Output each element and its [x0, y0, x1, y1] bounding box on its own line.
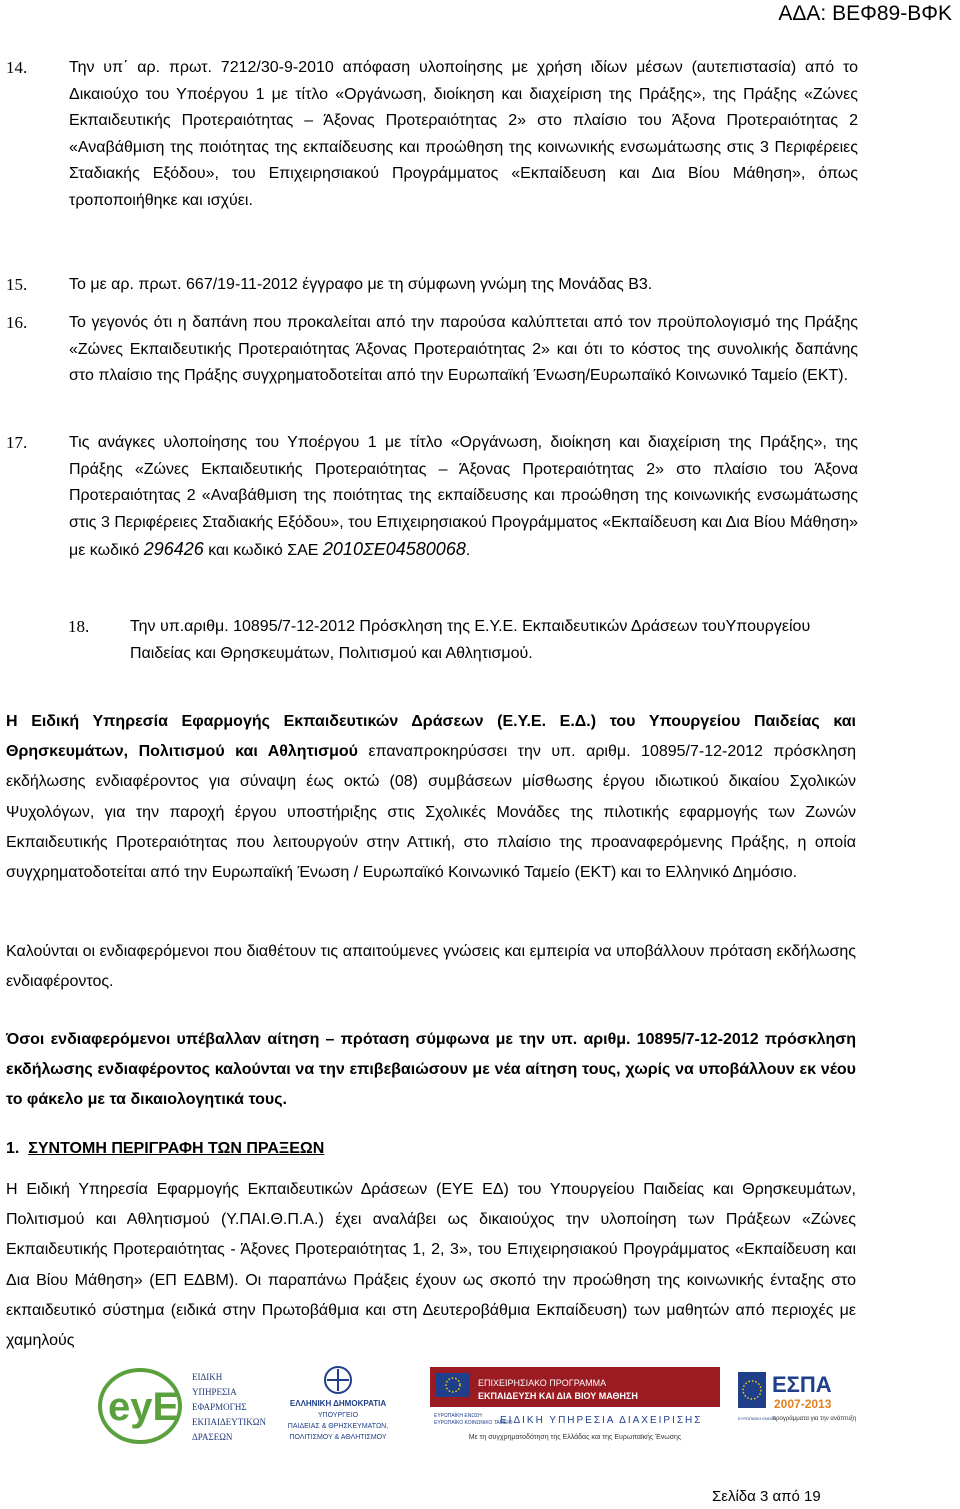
announcement-paragraph: [6, 707, 856, 888]
espa-name: ΕΣΠΑ: [772, 1372, 832, 1397]
eu-flag-icon: [436, 1373, 470, 1397]
item-14: [6, 55, 858, 214]
item-16: [6, 310, 858, 390]
eye-text-4: ΕΚΠΑΙΔΕΥΤΙΚΩΝ: [192, 1417, 266, 1427]
eu-text-1: ΕΥΡΩΠΑΪΚΗ ΕΝΩΣΗ: [434, 1413, 482, 1419]
op-name-2: ΕΚΠΑΙΔΕΥΣΗ ΚΑΙ ΔΙΑ ΒΙΟΥ ΜΑΘΗΣΗ: [478, 1391, 638, 1401]
espa-flag-icon: [738, 1372, 766, 1408]
ada-code: ΑΔΑ: ΒΕΦ89-ΒΦΚ: [778, 2, 952, 25]
reconfirmation-paragraph: Όσοι ενδιαφερόμενοι υπέβαλλαν αίτηση – πρόταση σύμφωνα με την υπ. αριθμ. 10895/7-12-2012 πρόσκληση εκδήλωσης ενδιαφέροντος καλούνται να την επιβεβαιώσουν με νέα αίτηση τους, χωρίς να υποβάλλουν εκ νέου το φάκελο με τα δικαιολογητικά τους.: [6, 1031, 856, 1109]
invitation-paragraph: Καλούνται οι ενδιαφερόμενοι που διαθέτουν τις απαιτούμενες γνώσεις και εμπειρία να υποβάλλουν πρόταση εκδήλωσης ενδιαφέροντος.: [6, 943, 856, 991]
item-number: 14.: [6, 58, 28, 77]
espa-years: 2007-2013: [774, 1397, 832, 1411]
item-number: 16.: [6, 313, 28, 332]
ministry-text-1: ΕΛΛΗΝΙΚΗ ΔΗΜΟΚΡΑΤΙΑ: [289, 1399, 387, 1408]
item-17-end: .: [465, 542, 471, 559]
eye-text-1: ΕΙΔΙΚΗ: [192, 1372, 223, 1382]
section-heading: [6, 1140, 324, 1158]
item-number: 18.: [68, 617, 90, 636]
announcement-text: επαναπροκηρύσσει την υπ. αριθμ. 10895/7-12-2012 πρόσκληση εκδήλωσης ενδιαφέροντος για σύναψη έως οκτώ (08) συμβάσεων μίσθωσης έργου ιδιωτικού δικαίου Σχολικών Ψυχολόγων, για την παροχή έργου υποστήριξης στις Σχολικές Μονάδες της πιλοτικής εφαρμογής των Ζωνών Εκπαιδευτικής Προτεραιότητας που λειτουργούν στην Αττική, στο πλαίσιο της προαναφερόμενης Πράξης, η οποία συγχρηματοδοτείται από την Ευρωπαϊκή Ένωση / Ευρωπαϊκό Κοινωνικό Ταμείο (ΕΚΤ) και το Ελληνικό Δημόσιο.: [6, 743, 856, 882]
item-17-text: Τις ανάγκες υλοποίησης του Υποέργου 1 με τίτλο «Οργάνωση, διοίκηση και διαχείριση της Πράξης», της Πράξης «Ζώνες Εκπαιδευτικής Προτεραιότητας – Άξονας Προτεραιότητας 2» στο πλαίσιο του Άξονα Προτεραιότητας 2 «Αναβάθμιση της ποιότητας της εκπαίδευσης και προώθηση της κοινωνικής ενσωμάτωσης στις 3 Περιφέρειες Σταδιακής Εξόδου», του Επιχειρησιακού Προγράμματος «Εκπαίδευση και Δια Βίου Μάθηση» με κωδικό: [69, 434, 858, 559]
espa-eu: ΕΥΡΩΠΑΪΚΗ ΕΝΩΣΗ: [738, 1416, 777, 1421]
item-text: Το με αρ. πρωτ. 667/19-11-2012 έγγραφο με τη σύμφωνη γνώμη της Μονάδας Β3.: [69, 276, 653, 293]
sae-code: 2010ΣΕ04580068: [322, 539, 466, 559]
managing-authority: ΕΙΔΙΚΗ ΥΠΗΡΕΣΙΑ ΔΙΑΧΕΙΡΙΣΗΣ: [500, 1415, 703, 1426]
espa-logo: [730, 1366, 858, 1446]
authority-name: Η Ειδική Υπηρεσία Εφαρμογής Εκπαιδευτικών Δράσεων (Ε.Υ.Ε. Ε.Δ.) του Υπουργείου Παιδείας και Θρησκευμάτων, Πολιτισμού και Αθλητισμού: [6, 713, 856, 761]
section-paragraph: Η Ειδική Υπηρεσία Εφαρμογής Εκπαιδευτικών Δράσεων (ΕΥΕ ΕΔ) του Υπουργείου Παιδείας και Θρησκευμάτων, Πολιτισμού και Αθλητισμού (Υ.ΠΑΙ.Θ.Π.Α.) έχει αναλάβει ως δικαιούχος την υλοποίηση των Πράξεων «Ζώνες Εκπαιδευτικής Προτεραιότητας - Άξονες Προτεραιότητας 1, 2, 3», του Επιχειρησιακού Προγράμματος «Εκπαίδευση και Δια Βίου Μάθηση» (ΕΠ ΕΔΒΜ). Οι παραπάνω Πράξεις έχουν ως σκοπό την προώθηση της κοινωνικής ένταξης στο εκπαιδευτικό σύστημα (ειδικά στην Πρωτοβάθμια και στη Δευτεροβάθμια Εκπαίδευση) των μαθητών από περιοχές με χαμηλούς: [6, 1181, 856, 1350]
item-text: Την υπ΄ αρ. πρωτ. 7212/30-9-2010 απόφαση υλοποίησης με χρήση ιδίων μέσων (αυτεπιστασία) από το Δικαιούχο του Υποέργου 1 με τίτλο «Οργάνωση, διοίκηση και διαχείριση της Πράξης», της Πράξης «Ζώνες Εκπαιδευτικής Προτεραιότητας – Άξονας Προτεραιότητας 2» στο πλαίσιο του Άξονα Προτεραιότητας 2 «Αναβάθμιση της ποιότητας της εκπαίδευσης και προώθηση της κοινωνικής ενσωμάτωσης στις 3 Περιφέρειες Σταδιακής Εξόδου», του Επιχειρησιακού Προγράμματος «Εκπαίδευση και Δια Βίου Μάθηση», όπως τροποποιήθηκε και ισχύει.: [69, 59, 858, 209]
eye-text-2: ΥΠΗΡΕΣΙΑ: [192, 1387, 237, 1397]
eye-text-3: ΕΦΑΡΜΟΓΗΣ: [192, 1402, 247, 1412]
item-17-mid: και κωδικό ΣΑΕ: [208, 542, 319, 559]
section-title: ΣΥΝΤΟΜΗ ΠΕΡΙΓΡΑΦΗ ΤΩΝ ΠΡΑΞΕΩΝ: [28, 1140, 325, 1157]
ministry-text-3: ΠΑΙΔΕΙΑΣ & ΘΡΗΣΚΕΥΜΑΤΩΝ,: [287, 1423, 389, 1430]
espa-tagline: προγράμματα για την ανάπτυξη: [772, 1416, 857, 1422]
ministry-text-2: ΥΠΟΥΡΓΕΙΟ: [317, 1412, 359, 1419]
page-number: Σελίδα 3 από 19: [712, 1488, 821, 1505]
section-number: 1.: [6, 1140, 20, 1157]
item-text: Την υπ.αριθμ. 10895/7-12-2012 Πρόσκληση της Ε.Υ.Ε. Εκπαιδευτικών Δράσεων τουΥπουργείου Παιδείας και Θρησκευμάτων, Πολιτισμού και Αθλητισμού.: [130, 618, 811, 662]
project-code: 296426: [143, 539, 204, 559]
item-number: 15.: [6, 275, 28, 294]
cofunding-text: Με τη συγχρηματοδότηση της Ελλάδας και της Ευρωπαϊκής Ένωσης: [468, 1434, 682, 1441]
item-18: [6, 614, 858, 667]
item-17: [6, 430, 858, 565]
ministry-logo: [258, 1364, 418, 1454]
item-15: [6, 272, 858, 299]
eye-logo: [96, 1358, 266, 1458]
footer-logos: [0, 1352, 960, 1462]
op-name-1: ΕΠΙΧΕΙΡΗΣΙΑΚΟ ΠΡΟΓΡΑΜΜΑ: [478, 1378, 607, 1388]
item-text: Το γεγονός ότι η δαπάνη που προκαλείται από την παρούσα καλύπτεται από τον προϋπολογισμό της Πράξης «Ζώνες Εκπαιδευτικής Προτεραιότητας Άξονας Προτεραιότητας 2» και ότι το κόστος της συνολικής δαπάνης στο πλαίσιο της Πράξης συγχρηματοδοτείται από την Ευρωπαϊκή Ένωση/Ευρωπαϊκό Κοινωνικό Ταμείο (ΕΚΤ).: [69, 314, 858, 384]
ministry-text-4: ΠΟΛΙΤΙΣΜΟΥ & ΑΘΛΗΤΙΣΜΟΥ: [289, 1434, 387, 1441]
eye-text-5: ΔΡΑΣΕΩΝ: [192, 1432, 233, 1442]
eu-text-2: ΕΥΡΩΠΑΪΚΟ ΚΟΙΝΩΝΙΚΟ ΤΑΜΕΙΟ: [434, 1420, 513, 1426]
item-number: 17.: [6, 433, 28, 452]
eye-logo-letters: eyE: [108, 1385, 180, 1429]
item-text: [69, 430, 858, 565]
op-banner: [430, 1367, 720, 1445]
